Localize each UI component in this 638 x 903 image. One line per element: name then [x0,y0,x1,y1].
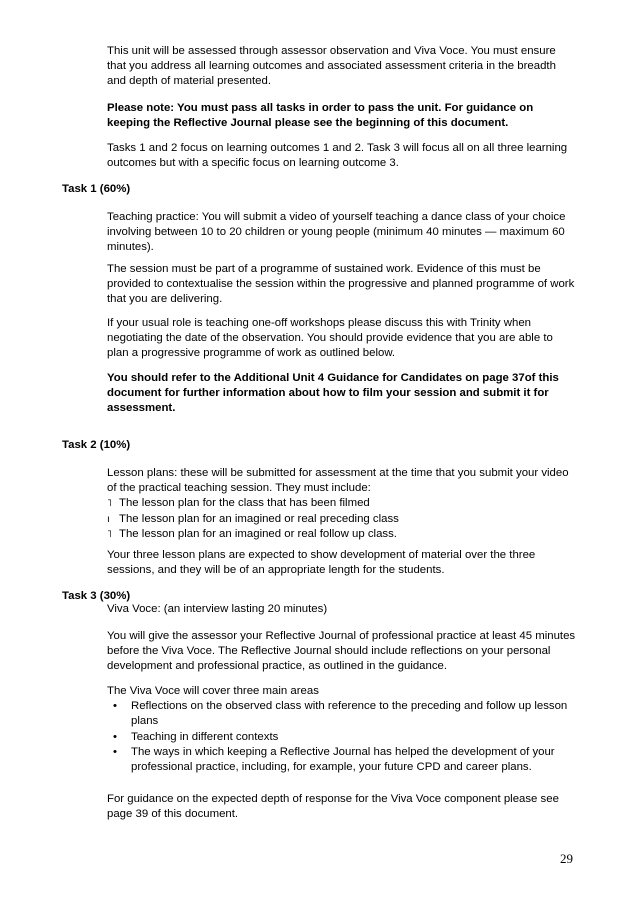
task1-paragraph-2: The session must be part of a programme of sustained work. Evidence of this must be provided to contextualise the session within the progressive and planned programme of work that you are delivering. [107,263,575,306]
list-item: • Teaching in different contexts [113,730,279,743]
intro-paragraph-1: This unit will be assessed through assessor observation and Viva Voce. You must ensure that you address all learning outcomes and associated assessment criteria in the breadth and depth of material presented. [107,45,556,88]
task3-subheading: Viva Voce: (an interview lasting 20 minutes) [107,603,328,615]
list-item: ˥ The lesson plan for an imagined or real follow up class. [107,527,397,540]
task2-heading: Task 2 (10%) [62,439,131,451]
list-item: • Reflections on the observed class with reference to the preceding and follow up lesson plans [113,700,568,728]
viva-voce-areas-list [107,699,577,775]
lesson-plan-list [107,496,577,542]
list-item: ı The lesson plan for an imagined or real preceding class [107,512,399,525]
intro-note: Please note: You must pass all tasks in order to pass the unit. For guidance on keeping the Reflective Journal please see the beginning of this document. [107,102,534,130]
task1-guidance-note: You should refer to the Additional Unit 4 Guidance for Candidates on page 37of this document for further information about how to film your session and submit it for assessment. [107,372,559,415]
task3-paragraph-2: The Viva Voce will cover three main areas • Reflections on the observed class with reference to the preceding and follow up lesson plans • Teaching in different contexts • The ways in which keeping a Reflective Journal has helped the development of your professional practice, including, for example, your future CPD and career plans. [107,684,577,775]
task3-heading: Task 3 (30%) [62,590,131,602]
task1-paragraph-3: If your usual role is teaching one-off workshops please discuss this with Trinity when negotiating the date of the observation. You should provide evidence that you are able to plan a progressive programme of work as outlined below. [107,317,553,360]
task3-paragraph-1: You will give the assessor your Reflective Journal of professional practice at least 45 minutes before the Viva Voce. The Reflective Journal should include reflections on your personal development and professional practice, as outlined in the guidance. [107,630,576,673]
task1-paragraph-1: Teaching practice: You will submit a video of yourself teaching a dance class of your choice involving between 10 to 20 children or young people (minimum 40 minutes — maximum 60 minutes). [107,211,566,254]
intro-paragraph-3: Tasks 1 and 2 focus on learning outcomes 1 and 2. Task 3 will focus all on all three learning outcomes but with a specific focus on learning outcome 3. [107,142,568,170]
list-item: ˥ The lesson plan for the class that has been filmed [107,497,370,510]
page-number: 29 [560,851,573,866]
task2-paragraph-1: Lesson plans: these will be submitted for assessment at the time that you submit your video of the practical teaching session. They must include: ˥ The lesson plan for the class that has been filmed ı The lesson plan for an imagined or real preceding class ˥ The lesson plan for an imagined or real follow up class. [107,466,577,542]
task3-paragraph-3: For guidance on the expected depth of response for the Viva Voce component please see page 39 of this document. [107,793,559,821]
task2-paragraph-2: Your three lesson plans are expected to show development of material over the three sessions, and they will be of an appropriate length for the students. [107,549,536,577]
task1-heading: Task 1 (60%) [62,183,131,195]
list-item: • The ways in which keeping a Reflective Journal has helped the development of your professional practice, including, for example, your future CPD and career plans. [113,745,555,774]
